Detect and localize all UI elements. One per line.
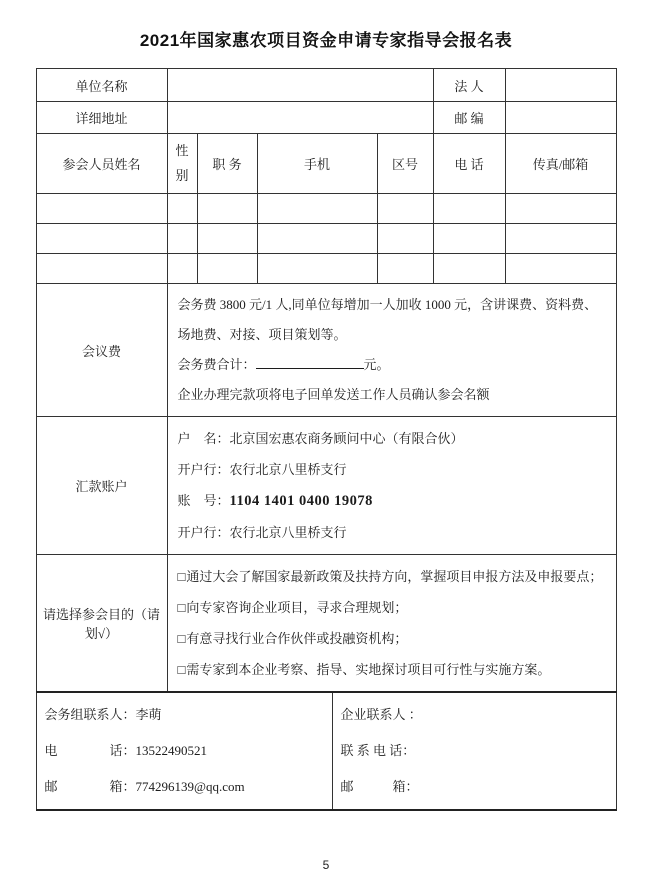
- header-mobile: 手机: [257, 134, 377, 194]
- purpose-option-2[interactable]: [178, 592, 608, 623]
- attendee-name-field[interactable]: [36, 254, 167, 284]
- header-gender: [167, 134, 197, 194]
- personnel-row-2: [36, 224, 616, 254]
- organizer-phone-value: 13522490521: [135, 743, 208, 758]
- account-number-label: 账 号：: [177, 493, 230, 508]
- gender-field[interactable]: [167, 254, 197, 284]
- conference-fee-content: [167, 284, 616, 417]
- legal-person-field[interactable]: [505, 69, 616, 102]
- attendee-name-field[interactable]: [36, 224, 167, 254]
- phone-field[interactable]: [433, 254, 505, 284]
- position-field[interactable]: [197, 194, 257, 224]
- postal-code-label: 邮 编: [433, 102, 505, 134]
- checkbox-icon[interactable]: □: [177, 662, 186, 677]
- account-holder-label: 户 名：: [177, 431, 230, 446]
- account-bank1-label: 开户行：: [177, 462, 230, 477]
- header-gender-text: 性别: [175, 143, 189, 183]
- organizer-contact-cell: [36, 692, 332, 810]
- gender-field[interactable]: [167, 224, 197, 254]
- contact-info-table: [36, 691, 617, 811]
- account-bank2-value: 农行北京八里桥支行: [229, 525, 347, 540]
- fee-total-blank-field[interactable]: [256, 355, 364, 369]
- purpose-option-text: 需专家到本企业考察、指导、实地探讨项目可行性与实施方案。: [186, 662, 551, 677]
- personnel-header-row: [36, 134, 616, 194]
- company-name-label: 单位名称: [36, 69, 167, 102]
- remittance-account-label: 汇款账户: [36, 417, 167, 555]
- fee-total-label: 会务费合计：: [177, 357, 256, 372]
- company-contact-phone-label: 联 系 电 话：: [340, 743, 416, 758]
- postal-code-field[interactable]: [505, 102, 616, 134]
- organizer-name-line: [45, 697, 326, 733]
- address-row: [36, 102, 616, 134]
- purpose-option-1[interactable]: [178, 561, 608, 592]
- purpose-option-3[interactable]: [178, 623, 608, 654]
- contact-row: [36, 692, 616, 810]
- account-number-value: 1104 1401 0400 19078: [229, 493, 373, 509]
- personnel-row-1: [36, 194, 616, 224]
- remittance-account-content: [167, 417, 616, 555]
- purpose-option-text: 向专家咨询企业项目，寻求合理规划；: [186, 600, 408, 615]
- header-area-code: 区号: [377, 134, 433, 194]
- phone-field[interactable]: [433, 194, 505, 224]
- header-position: 职 务: [197, 134, 257, 194]
- personnel-row-3: [36, 254, 616, 284]
- header-phone: 电 话: [433, 134, 505, 194]
- conference-fee-label: 会议费: [36, 284, 167, 417]
- company-row: [36, 69, 616, 102]
- account-holder-line: [178, 423, 608, 454]
- company-contact-email-line: [341, 769, 610, 805]
- organizer-name-label: 会务组联系人：: [44, 707, 136, 722]
- mobile-field[interactable]: [257, 224, 377, 254]
- purpose-option-text: 通过大会了解国家最新政策及扶持方向，掌握项目申报方法及申报要点；: [186, 569, 603, 584]
- account-bank2-line: [178, 517, 608, 548]
- position-field[interactable]: [197, 254, 257, 284]
- attendance-purpose-content: [167, 555, 616, 692]
- phone-field[interactable]: [433, 224, 505, 254]
- conference-fee-row: [36, 284, 616, 417]
- area-code-field[interactable]: [377, 224, 433, 254]
- fee-total-line: [178, 350, 608, 380]
- attendance-purpose-label: 请选择参会目的（请划√）: [36, 555, 167, 692]
- organizer-name-value: 李萌: [135, 707, 162, 722]
- purpose-option-4[interactable]: [178, 654, 608, 685]
- checkbox-icon[interactable]: □: [177, 600, 186, 615]
- registration-form-table: [36, 68, 617, 692]
- company-contact-phone-line: [341, 733, 610, 769]
- attendance-purpose-row: [36, 555, 616, 692]
- position-field[interactable]: [197, 224, 257, 254]
- account-bank1-line: [178, 454, 608, 485]
- fax-email-field[interactable]: [505, 254, 616, 284]
- area-code-field[interactable]: [377, 254, 433, 284]
- attendee-name-field[interactable]: [36, 194, 167, 224]
- fee-description: 会务费 3800 元/1 人,同单位每增加一人加收 1000 元，含讲课费、资料费、场地费、对接、项目策划等。: [177, 297, 598, 342]
- company-contact-name-line: [341, 697, 610, 733]
- address-field[interactable]: [167, 102, 433, 134]
- address-label: 详细地址: [36, 102, 167, 134]
- fax-email-field[interactable]: [505, 224, 616, 254]
- header-attendee-name: 参会人员姓名: [36, 134, 167, 194]
- checkbox-icon[interactable]: □: [177, 631, 186, 646]
- company-contact-email-label: 邮 箱：: [340, 779, 419, 794]
- page-number: 5: [322, 858, 330, 872]
- account-bank1-value: 农行北京八里桥支行: [229, 462, 347, 477]
- purpose-option-text: 有意寻找行业合作伙伴或投融资机构；: [186, 631, 408, 646]
- organizer-email-line: [45, 769, 326, 805]
- account-bank2-label: 开户行：: [177, 525, 230, 540]
- company-contact-cell: [332, 692, 616, 810]
- mobile-field[interactable]: [257, 194, 377, 224]
- fax-email-field[interactable]: [505, 194, 616, 224]
- company-name-field[interactable]: [167, 69, 433, 102]
- company-contact-name-label: 企业联系人 ：: [340, 707, 422, 722]
- fee-total-unit: 元。: [363, 357, 390, 372]
- organizer-phone-line: [45, 733, 326, 769]
- remittance-account-row: [36, 417, 616, 555]
- area-code-field[interactable]: [377, 194, 433, 224]
- header-fax-email: 传真/邮箱: [505, 134, 616, 194]
- mobile-field[interactable]: [257, 254, 377, 284]
- account-number-line: [178, 485, 608, 517]
- account-holder-value: 北京国宏惠农商务顾问中心（有限合伙）: [229, 431, 464, 446]
- legal-person-label: 法 人: [433, 69, 505, 102]
- organizer-phone-label: 电 话：: [44, 743, 136, 758]
- organizer-email-label: 邮 箱：: [44, 779, 136, 794]
- page-title: 2021年国家惠农项目资金申请专家指导会报名表: [139, 31, 513, 50]
- checkbox-icon[interactable]: □: [177, 569, 186, 584]
- fee-note: 企业办理完款项将电子回单发送工作人员确认参会名额: [177, 387, 490, 402]
- gender-field[interactable]: [167, 194, 197, 224]
- organizer-email-value: 774296139@qq.com: [135, 779, 245, 794]
